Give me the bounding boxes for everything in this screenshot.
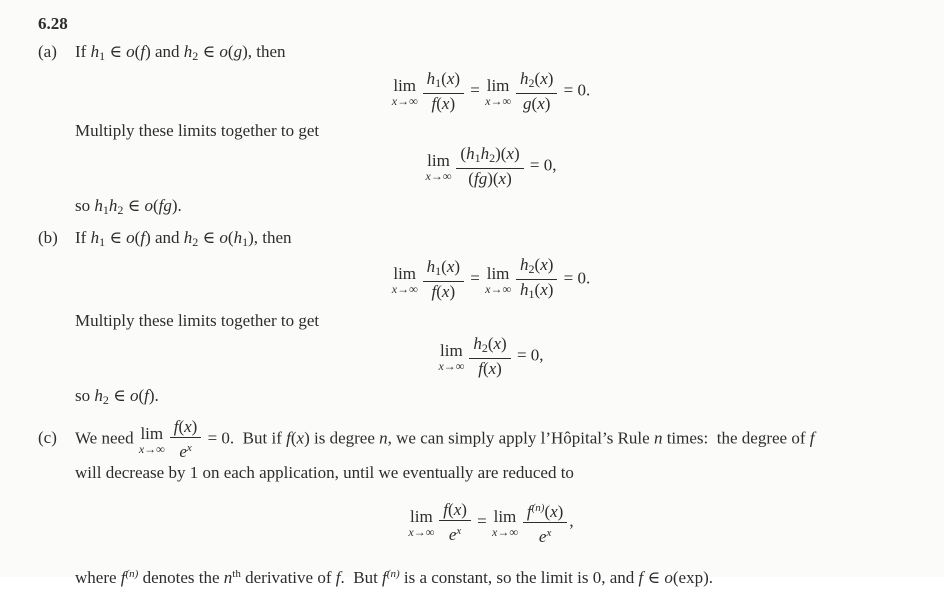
denominator <box>428 94 460 114</box>
denominator <box>464 169 515 189</box>
math-text: x <box>546 527 552 539</box>
math-text: = 0. <box>559 268 591 288</box>
math-text: h <box>426 257 436 276</box>
part-a-body <box>75 41 906 221</box>
limit-word: lim <box>393 263 417 283</box>
math-text: (n) <box>386 568 400 580</box>
math-text: ∈ <box>105 228 127 247</box>
math-text: )( <box>495 144 507 163</box>
math-text: x <box>456 525 462 537</box>
math-text: ( <box>468 169 474 188</box>
math-text: o <box>126 42 135 61</box>
math-text: ∈ <box>108 386 130 405</box>
math-text: x <box>446 69 455 88</box>
math-text: o <box>219 42 228 61</box>
math-text: If <box>75 42 91 61</box>
math-text: 2 <box>192 49 199 63</box>
numerator <box>469 334 510 358</box>
math-text: derivative of <box>240 568 336 587</box>
part-c <box>38 417 906 589</box>
math-text: n <box>653 428 663 448</box>
limit-word: lim <box>140 423 164 443</box>
math-text: 2 <box>528 76 535 90</box>
math-text: denotes the <box>138 568 224 587</box>
math-text: f <box>140 42 146 61</box>
limit-operator <box>139 425 165 455</box>
math-text: h <box>94 196 103 215</box>
fraction <box>516 69 557 114</box>
fraction <box>456 144 523 189</box>
math-text: 2 <box>489 151 496 165</box>
limit-operator <box>485 77 511 107</box>
math-text: 1 <box>99 235 106 249</box>
math-text: f <box>173 417 179 436</box>
math-text: ) <box>496 359 502 378</box>
math-text: ) <box>501 334 507 353</box>
part-c-body <box>75 417 906 589</box>
math-text: , we can simply apply l’Hôpital’s Rule <box>387 428 654 448</box>
math-text: h <box>473 334 482 353</box>
math-text: x <box>493 334 502 353</box>
math-text: ( <box>227 228 234 247</box>
math-text: o <box>144 196 153 215</box>
math-text: 2 <box>528 262 535 276</box>
limit-operator <box>485 265 511 295</box>
equation-content <box>425 144 557 189</box>
part-c-conclusion <box>75 563 906 589</box>
math-text: ( <box>134 42 141 61</box>
math-text: ( <box>448 500 454 519</box>
math-text: x <box>446 257 455 276</box>
fraction <box>439 500 471 545</box>
fraction <box>516 255 557 304</box>
part-a-display-equation-2 <box>75 144 906 189</box>
math-text: g <box>523 94 532 113</box>
math-text: h <box>426 69 436 88</box>
limit-word: lim <box>410 506 433 526</box>
math-text: ( <box>152 196 159 215</box>
math-text: ( <box>534 69 541 88</box>
math-text: o <box>219 228 228 247</box>
limit-word: lim <box>440 340 463 360</box>
part-b-body <box>75 227 906 411</box>
limit-word: lim <box>393 75 417 95</box>
math-text: h <box>520 280 529 299</box>
math-text: ) <box>191 417 198 436</box>
numerator <box>170 417 202 437</box>
math-text: We need <box>75 428 138 448</box>
math-text: 2 <box>481 341 488 355</box>
part-b-display-equation-2 <box>75 334 906 379</box>
math-text: e <box>448 525 457 544</box>
part-b-intro <box>75 227 906 253</box>
math-text: ). <box>171 196 182 215</box>
part-b-mid-text: Multiply these limits together to get <box>75 311 320 330</box>
part-a-mid-text: Multiply these limits together to get <box>75 121 320 140</box>
math-text: g <box>478 169 488 188</box>
math-text: ( <box>534 255 541 274</box>
math-text: ( <box>460 144 467 163</box>
math-text: x <box>498 169 507 188</box>
math-text: (n) <box>125 568 139 580</box>
denominator <box>535 523 555 547</box>
math-text: 2 <box>102 393 109 407</box>
math-text: . But <box>340 568 383 587</box>
math-text: f <box>140 228 146 247</box>
numerator <box>516 255 557 279</box>
math-text: th <box>232 568 241 580</box>
math-text: h <box>466 144 475 163</box>
part-b-label: (b) <box>38 228 58 247</box>
math-text: ∈ <box>643 568 665 587</box>
math-text: where <box>75 568 121 587</box>
math-text: x <box>488 359 497 378</box>
part-c-paragraph-line-2 <box>75 462 906 484</box>
numerator <box>423 69 464 93</box>
fraction <box>469 334 510 379</box>
limit-subscript: x→∞ <box>425 168 452 183</box>
limit-operator <box>408 508 434 538</box>
part-b-conclusion <box>75 385 906 411</box>
math-text: 2 <box>192 235 199 249</box>
math-text: so <box>75 196 95 215</box>
math-text: f <box>431 94 437 113</box>
math-text: 1 <box>474 151 481 165</box>
math-text: h <box>520 69 529 88</box>
denominator <box>445 521 465 545</box>
math-text: ( <box>544 502 551 521</box>
math-text: e <box>179 442 187 461</box>
math-text: f <box>286 428 291 448</box>
math-text: f <box>335 568 341 587</box>
math-text: 2 <box>117 203 124 217</box>
math-text: h <box>183 228 193 247</box>
math-text: f <box>382 568 387 587</box>
math-text: 1 <box>435 76 442 90</box>
math-text: ( <box>487 334 494 353</box>
math-text: = 0. <box>559 80 591 100</box>
math-text: 1 <box>528 287 535 301</box>
math-text: 1 <box>102 203 109 217</box>
equation-content <box>407 498 573 547</box>
math-text: ( <box>290 428 297 448</box>
math-text: ) <box>454 257 461 276</box>
math-text: ( <box>441 69 447 88</box>
math-text: x <box>540 69 548 88</box>
math-text: ∈ <box>105 42 127 61</box>
math-text: f <box>809 428 815 448</box>
math-text: ) <box>547 69 554 88</box>
limit-operator <box>426 152 452 182</box>
limit-subscript: x→∞ <box>408 524 435 539</box>
math-text: = <box>466 80 485 100</box>
math-text: so <box>75 386 95 405</box>
math-text: ( <box>227 42 234 61</box>
fraction <box>423 257 464 302</box>
math-text: h <box>90 42 100 61</box>
math-text: o <box>126 228 135 247</box>
math-text: ) and <box>145 42 184 61</box>
limit-operator <box>392 77 418 107</box>
fraction <box>170 417 202 462</box>
math-text: times: the degree of <box>662 428 810 448</box>
limit-subscript: x→∞ <box>391 281 418 296</box>
math-text: ∈ <box>198 228 220 247</box>
limit-word: lim <box>486 263 510 283</box>
part-a <box>38 41 906 221</box>
math-text: f <box>443 500 449 519</box>
math-text: x <box>186 442 192 454</box>
math-text: x <box>540 280 548 299</box>
math-text: o <box>129 386 139 405</box>
limit-subscript: x→∞ <box>391 93 418 108</box>
math-text: h <box>108 196 118 215</box>
math-text: ). <box>148 386 159 405</box>
math-text: x <box>296 428 305 448</box>
math-text: h <box>90 228 100 247</box>
fraction <box>423 69 464 114</box>
equation-content <box>391 255 591 304</box>
numerator <box>423 257 464 281</box>
math-text: ( <box>531 94 538 113</box>
math-text: will decrease by 1 on each application, until we eventually are reduced to <box>75 463 574 482</box>
math-text: 1 <box>435 264 442 278</box>
problem-number: 6.28 <box>38 14 68 33</box>
math-text: o <box>664 568 673 587</box>
math-text: , <box>569 511 574 531</box>
math-text: h <box>183 42 193 61</box>
math-text: (n) <box>531 502 545 514</box>
math-text: ∈ <box>198 42 220 61</box>
part-a-display-equation-1 <box>75 69 906 114</box>
math-text: ), then <box>248 228 292 247</box>
math-text: ( <box>441 257 447 276</box>
math-text: h <box>480 144 490 163</box>
math-text: h <box>233 228 243 247</box>
math-text: = 0. But if <box>203 428 287 448</box>
math-text: ) <box>449 94 456 113</box>
math-text: f <box>120 568 126 587</box>
limit-operator <box>438 342 464 372</box>
math-text: ( <box>482 359 489 378</box>
math-text: 1 <box>99 49 106 63</box>
math-text: ( <box>436 94 442 113</box>
math-text: f <box>638 568 644 587</box>
math-text: ) <box>513 144 520 163</box>
part-c-display-equation <box>75 498 906 547</box>
equation-content <box>437 334 543 379</box>
fraction <box>523 498 567 547</box>
math-text: h <box>520 255 529 274</box>
part-a-label: (a) <box>38 42 57 61</box>
math-text: x <box>184 417 192 436</box>
math-text: ) and <box>145 228 184 247</box>
math-text: ( <box>178 417 185 436</box>
math-text: ) <box>547 280 554 299</box>
numerator <box>523 498 567 522</box>
limit-subscript: x→∞ <box>485 93 512 108</box>
limit-subscript: x→∞ <box>492 524 518 539</box>
math-text: ( <box>134 228 141 247</box>
math-text: x <box>540 255 548 274</box>
math-text: f <box>158 196 164 215</box>
denominator <box>474 359 506 379</box>
math-text: x <box>453 500 462 519</box>
math-text: n <box>223 568 233 587</box>
numerator <box>439 500 471 520</box>
math-text: h <box>94 386 103 405</box>
denominator <box>516 280 557 304</box>
math-text: ) <box>547 255 554 274</box>
math-text: x <box>506 144 514 163</box>
math-text: x <box>441 282 450 301</box>
math-text: ) <box>454 69 461 88</box>
math-text: ) <box>557 502 564 521</box>
math-text: is a constant, so the limit is 0, and <box>399 568 639 587</box>
math-text: x <box>537 94 545 113</box>
denominator <box>175 438 195 462</box>
part-b-display-equation-1 <box>75 255 906 304</box>
part-b <box>38 227 906 411</box>
math-text: x <box>550 502 558 521</box>
math-text: = <box>466 268 485 288</box>
limit-subscript: x→∞ <box>485 281 512 296</box>
math-text: = <box>472 511 491 531</box>
math-text: ) <box>449 282 456 301</box>
limit-operator <box>492 508 518 538</box>
math-text: = 0, <box>512 345 544 365</box>
math-text: f <box>431 282 437 301</box>
math-text: (exp). <box>672 568 713 587</box>
math-text: ) <box>461 500 467 519</box>
denominator <box>519 94 554 114</box>
equation-content <box>391 69 591 114</box>
math-text: f <box>144 386 149 405</box>
math-text: = 0, <box>525 155 557 175</box>
part-c-label: (c) <box>38 428 57 447</box>
math-text: ( <box>534 280 541 299</box>
limit-word: lim <box>486 75 510 95</box>
math-text: n <box>379 428 388 448</box>
math-text: ( <box>138 386 145 405</box>
math-text: ∈ <box>123 196 145 215</box>
limit-word: lim <box>427 150 450 170</box>
math-text: If <box>75 228 91 247</box>
math-text: ( <box>436 282 442 301</box>
numerator <box>516 69 557 93</box>
math-text: g <box>163 196 172 215</box>
math-text: ) is degree <box>304 428 380 448</box>
part-a-conclusion <box>75 195 906 221</box>
denominator <box>428 282 460 302</box>
math-text: g <box>233 42 243 61</box>
math-text: 1 <box>242 235 249 249</box>
limit-word: lim <box>493 506 517 526</box>
math-text: ), then <box>242 42 286 61</box>
limit-subscript: x→∞ <box>438 358 465 373</box>
math-text: )( <box>487 169 499 188</box>
math-text: ) <box>506 169 512 188</box>
math-text: f <box>473 169 479 188</box>
math-text: e <box>538 527 547 546</box>
limit-operator <box>392 265 418 295</box>
numerator <box>456 144 523 168</box>
math-text: x <box>441 94 450 113</box>
part-a-intro <box>75 41 906 67</box>
math-text: f <box>478 359 483 378</box>
part-c-paragraph-line-1 <box>75 417 906 462</box>
math-text: ) <box>544 94 551 113</box>
limit-subscript: x→∞ <box>138 441 165 456</box>
math-text: f <box>526 502 532 521</box>
